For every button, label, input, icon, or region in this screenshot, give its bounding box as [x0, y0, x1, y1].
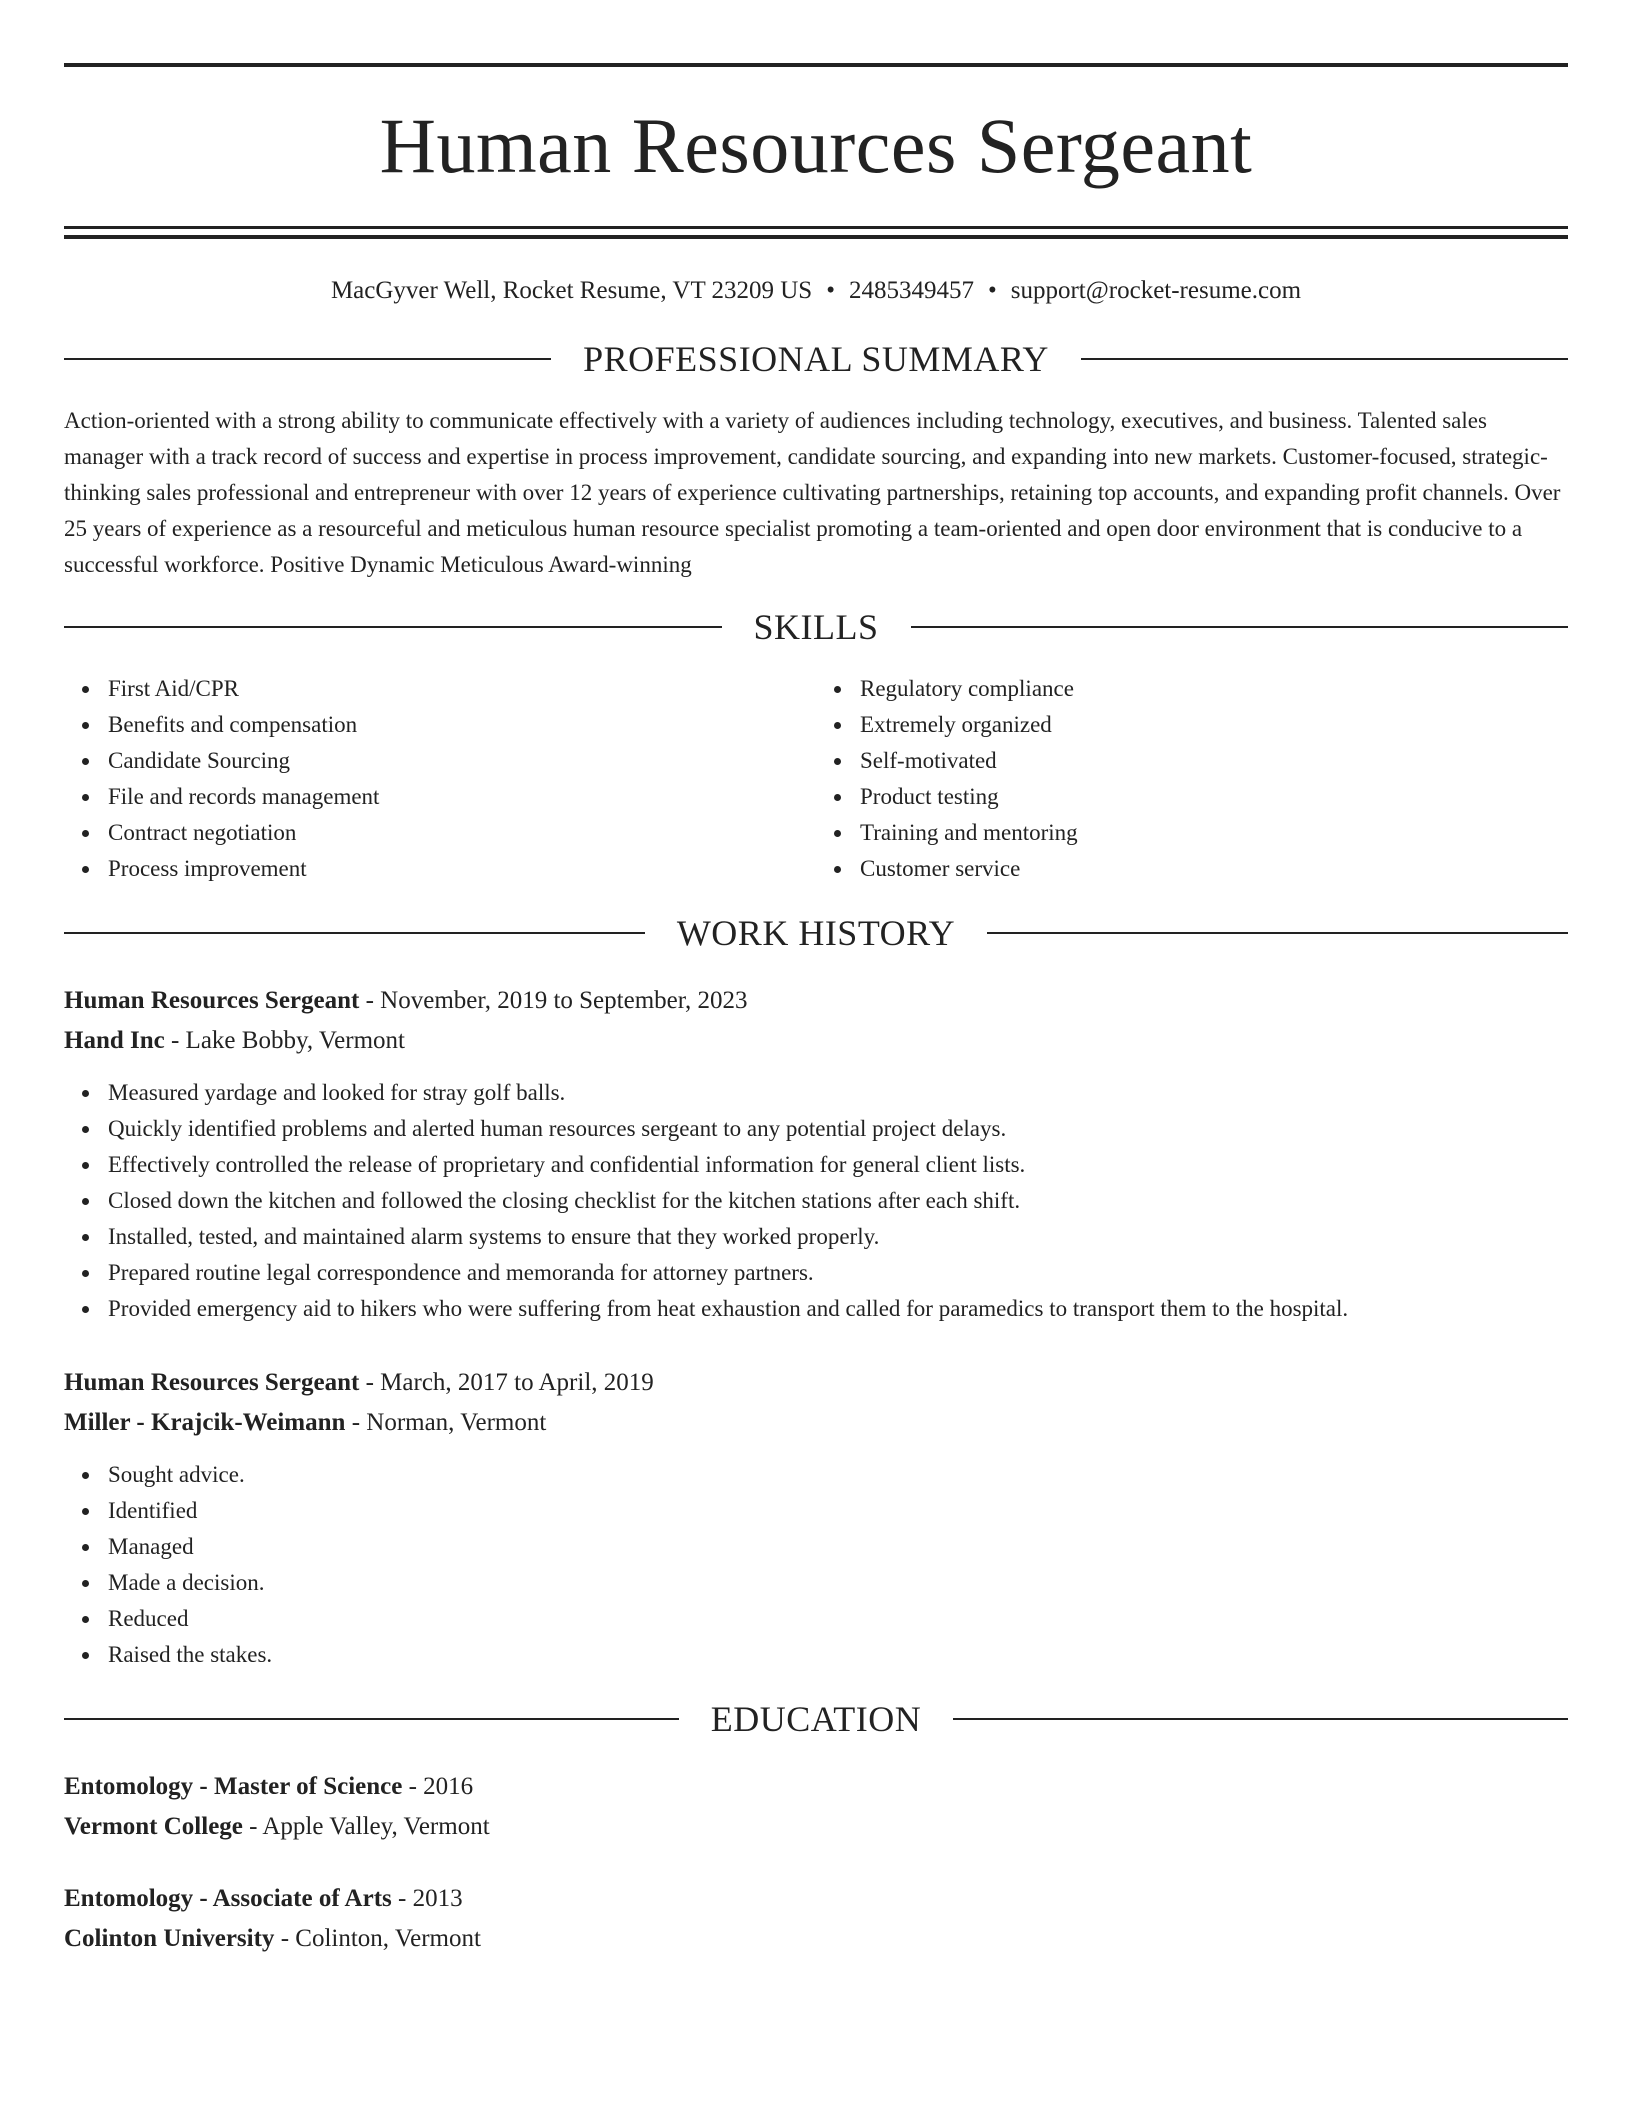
contact-separator: •: [987, 277, 997, 304]
title-double-rule: [64, 226, 1568, 239]
education-entry: [64, 1879, 1568, 1959]
contact-phone: 2485349457: [848, 277, 974, 304]
job-location: - Lake Bobby, Vermont: [164, 1027, 405, 1054]
education-heading-label: EDUCATION: [710, 1699, 922, 1739]
work-heading-label: WORK HISTORY: [676, 913, 956, 953]
skill-item: Product testing: [860, 779, 1568, 815]
contact-address: MacGyver Well, Rocket Resume, VT 23209 US: [330, 277, 813, 304]
job-title-line: [64, 1363, 1568, 1403]
job-duty: Effectively controlled the release of proprietary and confidential information for general client lists.: [108, 1147, 1568, 1183]
skill-item: File and records management: [108, 779, 816, 815]
education-school: Colinton University: [64, 1925, 275, 1952]
job-duties: [64, 1457, 1568, 1673]
education-entry: [64, 1767, 1568, 1847]
skills-heading-label: SKILLS: [753, 607, 879, 647]
top-rule: [64, 63, 1568, 67]
job-duty: Raised the stakes.: [108, 1637, 1568, 1673]
job-company-line: [64, 1021, 1568, 1061]
education-degree: Entomology - Associate of Arts: [64, 1885, 392, 1912]
job-duty: Closed down the kitchen and followed the closing checklist for the kitchen stations after each shift.: [108, 1183, 1568, 1219]
skill-item: Training and mentoring: [860, 815, 1568, 851]
job-duty: Quickly identified problems and alerted human resources sergeant to any potential project delays.: [108, 1111, 1568, 1147]
summary-heading: [64, 337, 1568, 381]
education-degree-line: [64, 1879, 1568, 1919]
contact-line: [64, 275, 1568, 307]
job-title-line: [64, 981, 1568, 1021]
work-heading: [64, 911, 1568, 955]
contact-separator: •: [826, 277, 835, 304]
job-duty: Provided emergency aid to hikers who were suffering from heat exhaustion and called for paramedics to transport them to the hospital.: [108, 1291, 1568, 1327]
education-school-line: [64, 1807, 1568, 1847]
job-duty: Measured yardage and looked for stray golf balls.: [108, 1075, 1568, 1111]
education-school: Vermont College: [64, 1813, 243, 1840]
education-year: - 2013: [391, 1885, 463, 1912]
skill-item: Candidate Sourcing: [108, 743, 816, 779]
job-company: Hand Inc: [64, 1027, 165, 1054]
education-location: - Colinton, Vermont: [274, 1925, 481, 1952]
job-duty: Made a decision.: [108, 1565, 1568, 1601]
skills-column-left: [64, 671, 816, 887]
job-title: Human Resources Sergeant: [64, 987, 360, 1014]
job-location: - Norman, Vermont: [345, 1409, 547, 1436]
skills-list: [64, 671, 1568, 887]
job-duties: [64, 1075, 1568, 1327]
job-duty: Sought advice.: [108, 1457, 1568, 1493]
contact-email: support@rocket-resume.com: [1010, 277, 1302, 304]
skill-item: First Aid/CPR: [108, 671, 816, 707]
skills-heading: [64, 605, 1568, 649]
education-degree: Entomology - Master of Science: [64, 1773, 403, 1800]
summary-text: Action-oriented with a strong ability to communicate effectively with a variety of audiences including technology, executives, and business. Talented sales manager with a track record of success and expertise in process improvement, candidate sourcing, and expanding into new markets. Customer-focused, strategic-thinking sales professional and entrepreneur with over 12 years of experience cultivating partnerships, retaining top accounts, and expanding profit channels. Over 25 years of experience as a resourceful and meticulous human resource specialist promoting a team-oriented and open door environment that is conducive to a successful workforce. Positive Dynamic Meticulous Award-winning: [64, 408, 1561, 577]
skill-item: Process improvement: [108, 851, 816, 887]
skill-item: Contract negotiation: [108, 815, 816, 851]
job-entry: [64, 1363, 1568, 1673]
resume-title: Human Resources Sergeant: [379, 102, 1253, 189]
job-dates: - November, 2019 to September, 2023: [359, 987, 748, 1014]
job-duty: Managed: [108, 1529, 1568, 1565]
job-company: Miller - Krajcik-Weimann: [64, 1409, 346, 1436]
education-year: - 2016: [402, 1773, 474, 1800]
job-duty: Installed, tested, and maintained alarm systems to ensure that they worked properly.: [108, 1219, 1568, 1255]
job-entry: [64, 981, 1568, 1327]
skill-item: Customer service: [860, 851, 1568, 887]
skills-column-right: [816, 671, 1568, 887]
job-duty: Prepared routine legal correspondence and memoranda for attorney partners.: [108, 1255, 1568, 1291]
job-duty: Reduced: [108, 1601, 1568, 1637]
job-title: Human Resources Sergeant: [64, 1369, 360, 1396]
skill-item: Regulatory compliance: [860, 671, 1568, 707]
job-dates: - March, 2017 to April, 2019: [359, 1369, 654, 1396]
skill-item: Benefits and compensation: [108, 707, 816, 743]
job-company-line: [64, 1403, 1568, 1443]
education-location: - Apple Valley, Vermont: [242, 1813, 490, 1840]
education-degree-line: [64, 1767, 1568, 1807]
job-duty: Identified: [108, 1493, 1568, 1529]
education-school-line: [64, 1919, 1568, 1959]
education-heading: [64, 1697, 1568, 1741]
skill-item: Extremely organized: [860, 707, 1568, 743]
skill-item: Self-motivated: [860, 743, 1568, 779]
summary-heading-label: PROFESSIONAL SUMMARY: [583, 339, 1049, 379]
